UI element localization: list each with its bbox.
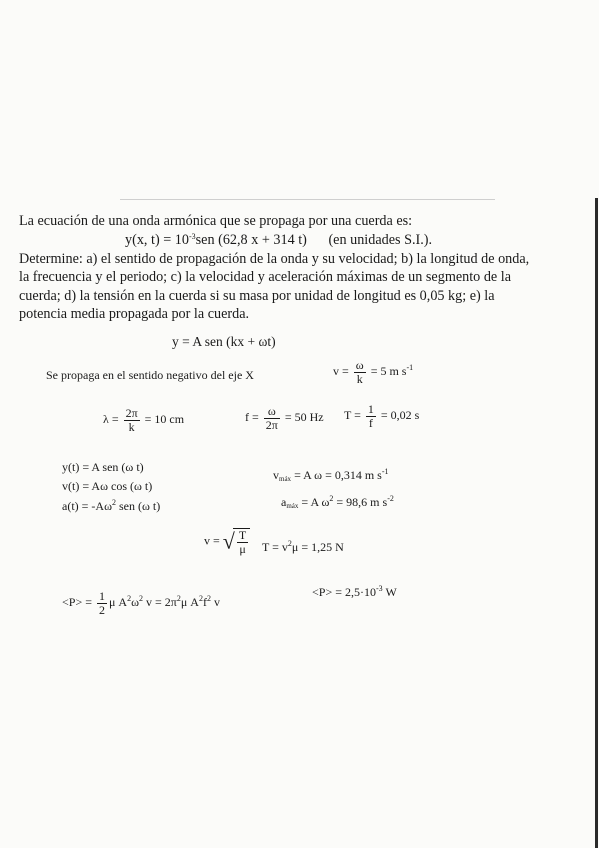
mean-power-formula: <P> = $\frac{1}{2}$ μ $A^2\omega^2$ $v = 2\pi^2\mu$ $A^2f^2$ v: [62, 589, 220, 617]
displacement-function: y(t) = A sen (ω t): [62, 460, 144, 474]
problem-line-4: la frecuencia y el periodo; c) la velocidad y aceleración máximas de un segmento de la: [19, 269, 512, 285]
problem-line-1: La ecuación de una onda armónica que se propaga por una cuerda es:: [19, 213, 413, 229]
wave-speed-sqrt-formula: v = √ $\frac{T}{\mu}$: [204, 528, 250, 555]
frequency-fraction: $\frac{\omega}{2\pi}$: [265, 404, 278, 432]
general-equation: y = A sen (kx + ωt): [172, 334, 276, 349]
frequency-formula: f = $\frac{\omega}{2\pi}$ = 50 Hz: [245, 404, 324, 432]
velocity-function: v(t) = Aω cos (ω t): [62, 479, 153, 493]
tension-result: $T = v^2\mu = 1,25$ N: [262, 539, 344, 554]
problem-equation: y(x, $t) = 10^{-3}sen$ (62,8 x + 314 t) (en unidades S.I.).: [125, 232, 433, 248]
max-acceleration: $a_{máx} = A$ $\omega^2 = 98,6$ m $s^{-2}$: [281, 494, 394, 510]
mean-power-result: $<P> = 2,5\cdot 10^{-3}$ W: [312, 584, 397, 599]
problem-line-3: Determine: a) el sentido de propagación de la onda y su velocidad; b) la longitud de onda,: [19, 251, 530, 267]
propagation-direction: Se propaga en el sentido negativo del eje X: [46, 368, 254, 382]
velocity-formula: v = $\frac{\omega}{k}$ = 5 m $s^{-1}$: [333, 358, 414, 386]
velocity-fraction: $\frac{\omega}{k}$: [355, 358, 364, 386]
max-velocity: $v_{máx} = A$ ω = 0,314 m $s^{-1}$: [273, 467, 389, 483]
period-fraction: $\frac{1}{f}$: [367, 402, 374, 430]
tension-density-fraction: $\frac{T}{\mu}$: [238, 528, 247, 556]
square-root: √ $\frac{T}{\mu}$: [223, 528, 250, 555]
wavelength-formula: λ = $\frac{2\pi}{k}$ = 10 cm: [103, 406, 185, 434]
wavelength-fraction: $\frac{2\pi}{k}$: [125, 406, 138, 434]
problem-line-5: cuerda; d) la tensión en la cuerda si su masa por unidad de longitud es 0,05 kg; e) la: [19, 288, 495, 304]
problem-line-6: potencia media propagada por la cuerda.: [19, 306, 250, 322]
acceleration-function: $a(t) = -A\omega^2$ sen (ω t): [62, 498, 161, 513]
period-formula: T = $\frac{1}{f}$ = 0,02 s: [344, 402, 420, 430]
units-note: (en unidades S.I.).: [328, 232, 433, 248]
one-half-fraction: $\frac{1}{2}$: [98, 589, 105, 617]
scan-edge: [595, 198, 598, 848]
page-divider: [120, 199, 495, 200]
